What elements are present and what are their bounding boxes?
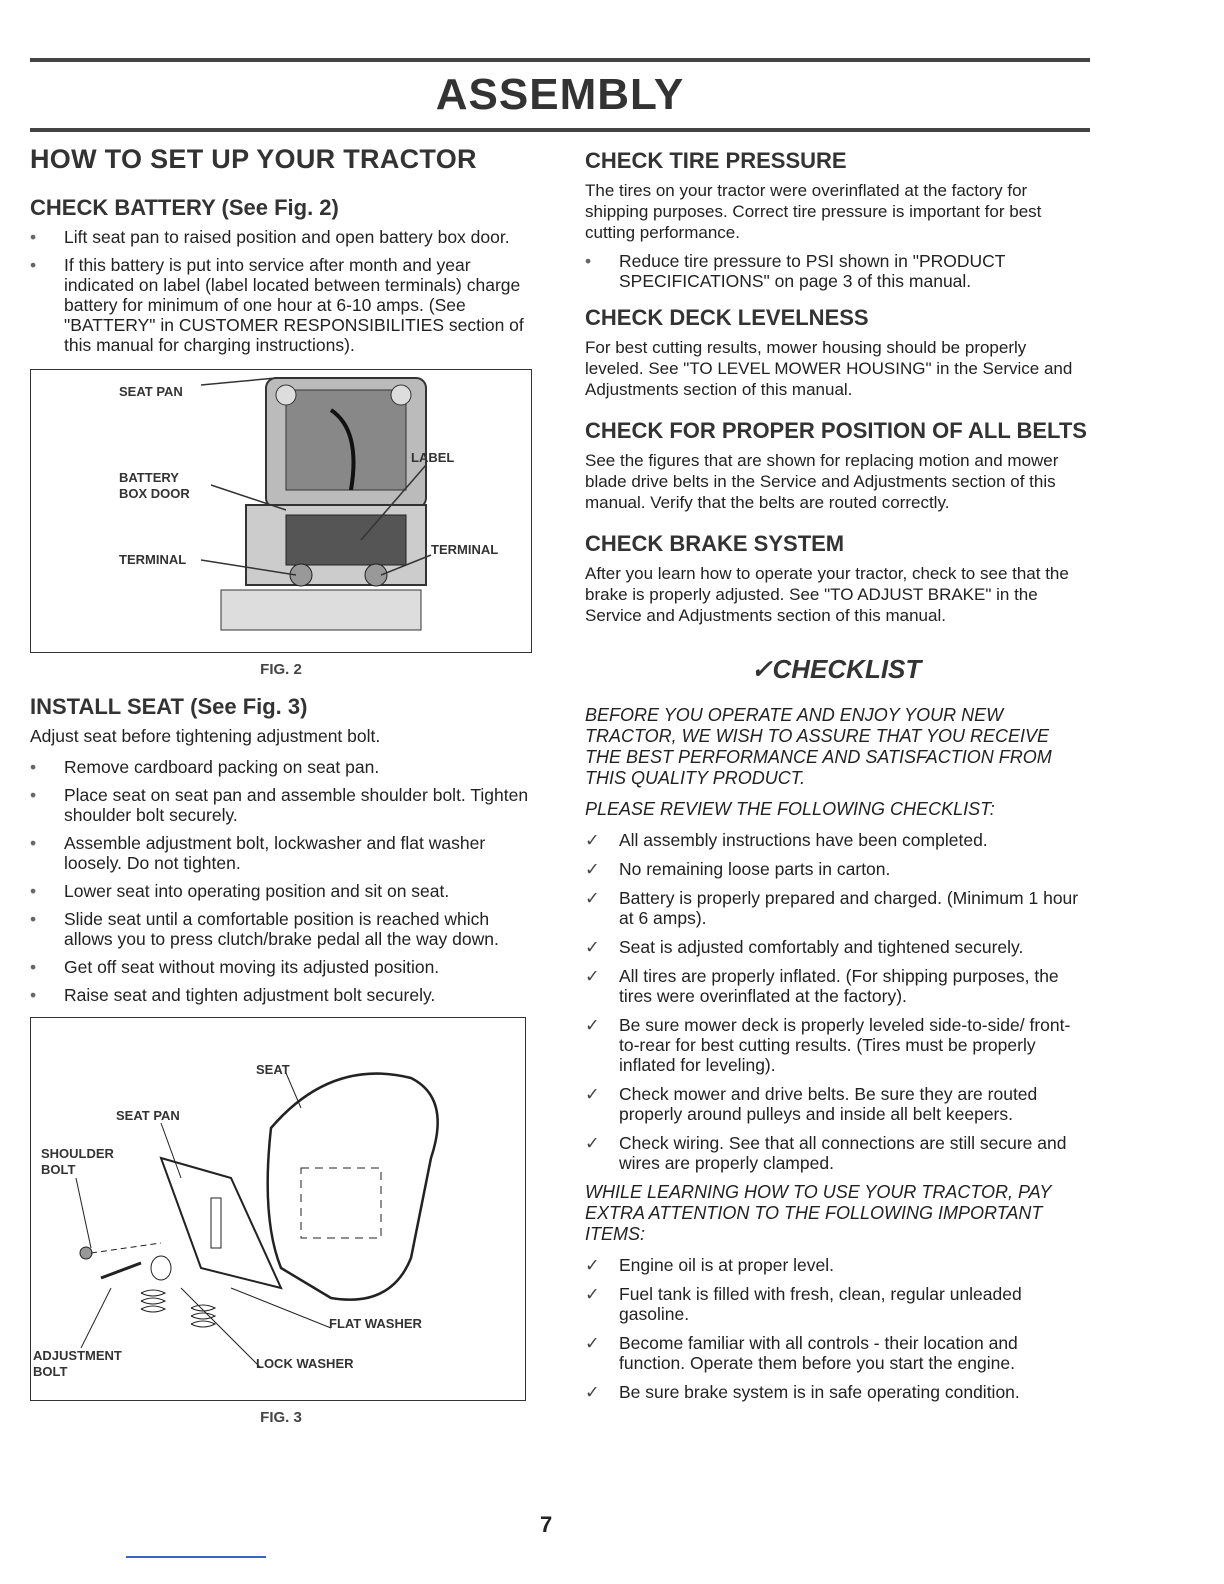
list-item: • Assemble adjustment bolt, lockwasher and flat washer loosely. Do not tighten. — [30, 833, 532, 873]
deck-heading: CHECK DECK LEVELNESS — [585, 305, 869, 330]
while-learning: WHILE LEARNING HOW TO USE YOUR TRACTOR, PAY EXTRA ATTENTION TO THE FOLLOWING IMPORTANT ITEMS: — [585, 1182, 1052, 1244]
battery-list — [30, 227, 532, 355]
list-item: • Lift seat pan to raised position and open battery box door. — [30, 227, 532, 247]
list-item: • Reduce tire pressure to PSI shown in "PRODUCT SPECIFICATIONS" on page 3 of this manual. — [585, 251, 1087, 291]
list-item: • Place seat on seat pan and assemble shoulder bolt. Tighten shoulder bolt securely. — [30, 785, 532, 825]
left-column — [30, 144, 532, 1426]
list-item: • Raise seat and tighten adjustment bolt securely. — [30, 985, 532, 1005]
label-battery: BATTERY — [119, 470, 179, 485]
deck-text: For best cutting results, mower housing should be properly leveled. See "TO LEVEL MOWER HOUSING" in the Service and Adjustments section of this manual. — [585, 338, 1073, 399]
seat-heading: INSTALL SEAT (See Fig. 3) — [30, 694, 308, 719]
list-item: ✓ All tires are properly inflated. (For shipping purposes, the tires were overinflated at the factory). — [585, 966, 1087, 1006]
list-item: • Remove cardboard packing on seat pan. — [30, 757, 532, 777]
label-terminal-right: TERMINAL — [431, 542, 499, 557]
seat-list — [30, 757, 532, 1005]
checklist-intro: BEFORE YOU OPERATE AND ENJOY YOUR NEW TRACTOR, WE WISH TO ASSURE THAT YOU RECEIVE THE BEST PERFORMANCE AND SATISFACTION FROM THIS QUALITY PRODUCT. — [585, 705, 1052, 788]
list-item: ✓ Check mower and drive belts. Be sure they are routed properly around pulleys and inside all belt keepers. — [585, 1084, 1087, 1124]
list-item: ✓ Seat is adjusted comfortably and tightened securely. — [585, 937, 1087, 957]
label-shoulder: SHOULDER — [41, 1146, 114, 1161]
brake-heading: CHECK BRAKE SYSTEM — [585, 531, 845, 556]
list-item: • If this battery is put into service after month and year indicated on label (label located between terminals) charge battery for minimum of one hour at 6-10 amps. (See "BATTERY" in CUSTOMER RESPONSIBILITIES section of this manual for charging instructions). — [30, 255, 532, 355]
page-number: 7 — [540, 1512, 553, 1537]
label-label: LABEL — [411, 450, 455, 465]
list-item: • Slide seat until a comfortable position is reached which allows you to press clutch/brake pedal all the way down. — [30, 909, 532, 949]
belts-text: See the figures that are shown for replacing motion and mower blade drive belts in the Service and Adjustments section of this manual. Verify that the belts are routed correctly. — [585, 451, 1059, 512]
list-item: ✓ Be sure mower deck is properly leveled side-to-side/ front-to-rear for best cutting results. (Tires must be properly inflated for leveling). — [585, 1015, 1087, 1075]
label-seat-pan: SEAT PAN — [119, 384, 183, 399]
label-flat-washer: FLAT WASHER — [329, 1316, 422, 1331]
tire-list — [585, 251, 1087, 291]
brake-text: After you learn how to operate your tractor, check to see that the brake is properly adjusted. See "TO ADJUST BRAKE" in the Service and Adjustments section of this manual. — [585, 564, 1069, 625]
list-item: ✓ Battery is properly prepared and charged. (Minimum 1 hour at 6 amps). — [585, 888, 1087, 928]
tire-heading: CHECK TIRE PRESSURE — [585, 148, 847, 173]
checklist-heading: ✓CHECKLIST — [750, 654, 922, 684]
top-rule — [30, 58, 1090, 62]
battery-illustration — [31, 370, 531, 650]
label-terminal-left: TERMINAL — [119, 552, 187, 567]
list-item: • Lower seat into operating position and sit on seat. — [30, 881, 532, 901]
tire-text: The tires on your tractor were overinflated at the factory for shipping purposes. Correct tire pressure is important for best cutting performance. — [585, 181, 1042, 242]
fig2-box — [30, 369, 532, 653]
footer-line — [126, 1556, 266, 1558]
checklist-review: PLEASE REVIEW THE FOLLOWING CHECKLIST: — [585, 799, 995, 819]
list-item: ✓ Check wiring. See that all connections are still secure and wires are properly clamped. — [585, 1133, 1087, 1173]
list-item: • Get off seat without moving its adjusted position. — [30, 957, 532, 977]
label-shoulder-bolt: BOLT — [41, 1162, 76, 1177]
list-item: ✓ Engine oil is at proper level. — [585, 1255, 1087, 1275]
seat-intro: Adjust seat before tightening adjustment bolt. — [30, 726, 381, 746]
label-box-door: BOX DOOR — [119, 486, 190, 501]
battery-heading: CHECK BATTERY (See Fig. 2) — [30, 195, 339, 220]
list-item: ✓ No remaining loose parts in carton. — [585, 859, 1087, 879]
right-column — [585, 148, 1087, 1411]
setup-heading: HOW TO SET UP YOUR TRACTOR — [30, 144, 477, 174]
list-item: ✓ Be sure brake system is in safe operating condition. — [585, 1382, 1087, 1402]
list-item: ✓ All assembly instructions have been completed. — [585, 830, 1087, 850]
title-rule — [30, 128, 1090, 132]
label-adjustment-bolt: BOLT — [33, 1364, 68, 1379]
fig3-caption: FIG. 3 — [260, 1409, 302, 1426]
belts-heading: CHECK FOR PROPER POSITION OF ALL BELTS — [585, 418, 1087, 443]
fig3-box — [30, 1017, 526, 1401]
label-adjustment: ADJUSTMENT — [33, 1348, 122, 1363]
page-title: ASSEMBLY — [435, 70, 685, 119]
checklist-important — [585, 1255, 1087, 1402]
label-lock-washer: LOCK WASHER — [256, 1356, 354, 1371]
list-item: ✓ Become familiar with all controls - their location and function. Operate them before you start the engine. — [585, 1333, 1087, 1373]
list-item: ✓ Fuel tank is filled with fresh, clean, regular unleaded gasoline. — [585, 1284, 1087, 1324]
checklist — [585, 830, 1087, 1173]
fig2-caption: FIG. 2 — [260, 661, 302, 678]
label-seat: SEAT — [256, 1062, 290, 1077]
label-seat-pan: SEAT PAN — [116, 1108, 180, 1123]
